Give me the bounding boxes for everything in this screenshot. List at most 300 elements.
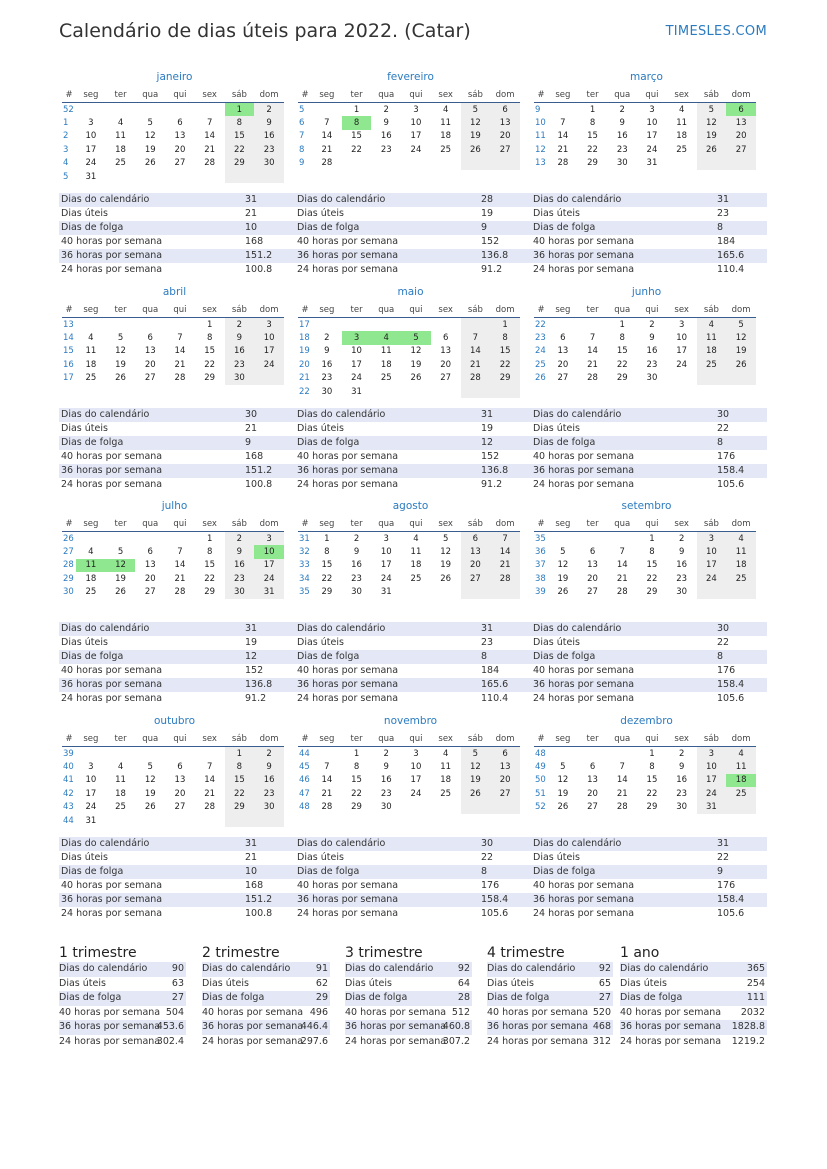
week-row xyxy=(62,787,284,800)
month-calendar xyxy=(57,499,292,599)
summary-label: Dias úteis xyxy=(620,977,667,989)
day-cell: 28 xyxy=(174,373,186,384)
summary-value: 446.4 xyxy=(300,1021,328,1033)
stat-row xyxy=(295,263,531,277)
day-cell: 13 xyxy=(144,560,156,571)
day-cell: 16 xyxy=(225,345,255,358)
day-cell: 29 xyxy=(225,801,255,814)
day-cell: 28 xyxy=(321,802,333,813)
weekday-header: seg xyxy=(76,87,106,103)
week-row xyxy=(62,318,284,332)
day-cell: 9 xyxy=(383,762,389,773)
weekday-header: sex xyxy=(195,87,225,103)
week-row xyxy=(534,760,756,773)
summary-label: 24 horas por semana xyxy=(487,1035,589,1047)
day-cell: 21 xyxy=(461,358,491,371)
day-cell: 16 xyxy=(646,346,658,357)
week-number: 42 xyxy=(63,788,74,799)
week-number: 47 xyxy=(299,788,310,799)
stat-label: 40 horas por semana xyxy=(533,665,635,676)
stat-label: Dias úteis xyxy=(61,852,108,863)
day-cell: 22 xyxy=(646,573,658,584)
summary-value: 1828.8 xyxy=(731,1021,765,1033)
day-cell: 9 xyxy=(649,333,655,344)
day-cell: 26 xyxy=(557,802,569,813)
weekday-header: seg xyxy=(312,302,342,318)
day-cell: 28 xyxy=(461,372,491,385)
day-cell: 15 xyxy=(490,345,520,358)
day-cell: 19 xyxy=(144,788,156,799)
stat-value: 168 xyxy=(245,880,264,891)
stat-value: 30 xyxy=(717,409,730,420)
stat-row xyxy=(295,893,531,907)
stat-value: 105.6 xyxy=(481,908,509,919)
day-cell: 8 xyxy=(490,331,520,344)
day-cell: 10 xyxy=(85,131,97,142)
day-cell: 10 xyxy=(697,760,727,773)
day-cell: 8 xyxy=(206,333,213,344)
day-cell: 4 xyxy=(442,748,449,759)
day-cell: 5 xyxy=(461,747,491,761)
weekday-header: sáb xyxy=(461,302,491,318)
day-cell: 12 xyxy=(726,331,756,344)
day-cell: 29 xyxy=(587,158,598,169)
stat-row xyxy=(531,193,767,207)
week-number: 7 xyxy=(299,131,305,142)
day-cell: 2 xyxy=(619,104,625,115)
day-cell: 27 xyxy=(440,373,452,384)
day-cell: 10 xyxy=(410,762,422,773)
day-cell: 20 xyxy=(440,359,452,370)
stat-label: Dias úteis xyxy=(61,637,108,648)
day-cell: 4 xyxy=(678,104,685,115)
day-cell: 1 xyxy=(619,319,625,330)
day-cell: 31 xyxy=(351,386,362,397)
stat-value: 165.6 xyxy=(717,250,745,261)
week-number: 52 xyxy=(535,802,546,813)
day-cell: 12 xyxy=(461,116,491,129)
empty-cell xyxy=(165,532,195,546)
stat-value: 22 xyxy=(717,852,730,863)
month-grid xyxy=(62,731,284,827)
stat-value: 136.8 xyxy=(245,679,273,690)
stat-label: Dias úteis xyxy=(533,423,580,434)
week-row xyxy=(534,345,756,358)
empty-cell xyxy=(371,157,401,170)
summary-row xyxy=(202,977,330,992)
day-cell: 17 xyxy=(254,345,284,358)
weekday-header: seg xyxy=(548,87,578,103)
summary-value: 92 xyxy=(457,963,470,974)
stat-value: 19 xyxy=(481,208,494,219)
week-number: 36 xyxy=(535,547,546,558)
month-name: abril xyxy=(162,286,187,298)
stat-label: 24 horas por semana xyxy=(61,908,163,919)
day-cell: 10 xyxy=(254,545,284,558)
day-cell: 9 xyxy=(254,116,284,129)
day-cell: 10 xyxy=(676,333,688,344)
month-name: novembro xyxy=(383,715,438,727)
week-row xyxy=(298,372,520,385)
day-cell: 18 xyxy=(115,788,126,799)
day-cell: 9 xyxy=(324,346,330,357)
week-row xyxy=(62,116,284,129)
day-cell: 8 xyxy=(206,547,213,558)
empty-cell xyxy=(135,318,165,332)
week-number: 49 xyxy=(535,762,546,773)
stat-row xyxy=(531,865,767,879)
day-cell: 11 xyxy=(410,547,422,558)
stat-label: 24 horas por semana xyxy=(297,908,399,919)
stat-value: 184 xyxy=(717,236,736,247)
weekday-header: dom xyxy=(254,731,284,747)
day-cell: 15 xyxy=(646,560,658,571)
day-cell: 20 xyxy=(490,130,520,143)
weekday-header: seg xyxy=(76,302,106,318)
day-cell: 8 xyxy=(589,118,596,129)
stat-value: 21 xyxy=(245,208,258,219)
day-cell: 15 xyxy=(204,346,216,357)
weekday-header: ter xyxy=(106,731,136,747)
day-cell: 7 xyxy=(560,118,566,129)
month-grid xyxy=(534,516,756,599)
week-row xyxy=(298,545,520,558)
week-number: 28 xyxy=(63,560,74,571)
day-cell: 28 xyxy=(587,373,598,384)
day-cell: 5 xyxy=(147,118,153,129)
stat-value: 31 xyxy=(717,194,730,205)
day-cell: 10 xyxy=(697,545,727,558)
stat-value: 158.4 xyxy=(717,679,745,690)
stat-label: 24 horas por semana xyxy=(533,264,635,275)
day-cell: 19 xyxy=(697,130,727,143)
day-cell: 9 xyxy=(678,547,685,558)
day-cell: 1 xyxy=(206,533,213,544)
summary-column xyxy=(202,944,330,1050)
weekday-header: sex xyxy=(431,87,461,103)
day-cell: 28 xyxy=(321,158,333,169)
day-cell: 7 xyxy=(619,547,625,558)
day-cell: 24 xyxy=(697,787,727,800)
week-number: 51 xyxy=(535,788,546,799)
empty-cell xyxy=(726,157,756,170)
day-cell: 9 xyxy=(619,118,625,129)
week-row xyxy=(298,774,520,787)
stat-value: 8 xyxy=(481,866,488,877)
stat-value: 158.4 xyxy=(717,465,745,476)
day-cell: 16 xyxy=(676,560,688,571)
day-cell: 7 xyxy=(206,762,213,773)
summary-row xyxy=(59,977,186,992)
summary-value: 92 xyxy=(598,963,611,974)
week-row xyxy=(62,532,284,546)
day-cell: 30 xyxy=(646,373,658,384)
day-cell: 15 xyxy=(646,775,658,786)
empty-cell xyxy=(76,318,106,332)
stat-row xyxy=(531,408,767,422)
stat-label: 36 horas por semana xyxy=(61,679,163,690)
day-cell: 5 xyxy=(697,103,727,117)
stat-value: 22 xyxy=(717,423,730,434)
week-row xyxy=(534,130,756,143)
day-cell: 26 xyxy=(726,358,756,371)
stat-row xyxy=(295,436,531,450)
day-cell: 17 xyxy=(85,144,97,155)
day-cell: 11 xyxy=(440,762,452,773)
day-cell: 21 xyxy=(587,359,598,370)
day-cell: 19 xyxy=(557,573,569,584)
day-cell: 30 xyxy=(254,157,284,170)
summary-value: 254 xyxy=(746,977,765,989)
day-cell: 16 xyxy=(254,130,284,143)
month-calendar xyxy=(57,285,292,385)
weekday-header: qui xyxy=(165,731,195,747)
day-cell: 22 xyxy=(587,144,598,155)
day-cell: 27 xyxy=(174,158,186,169)
stat-value: 8 xyxy=(717,651,724,662)
stat-value: 10 xyxy=(245,222,258,233)
day-cell: 6 xyxy=(442,333,449,344)
empty-cell xyxy=(106,318,136,332)
weekday-header: # xyxy=(298,302,312,318)
summary-label: 40 horas por semana xyxy=(59,1006,161,1018)
month-grid xyxy=(298,516,520,599)
summary-label: Dias do calendário xyxy=(620,963,709,974)
day-cell: 5 xyxy=(461,103,491,117)
summary-column xyxy=(59,944,186,1050)
summary-title: 4 trimestre xyxy=(487,945,565,961)
summary-row xyxy=(487,1035,613,1050)
month-stats xyxy=(295,408,531,492)
stat-row xyxy=(295,422,531,436)
week-number: 39 xyxy=(63,748,74,759)
day-cell: 24 xyxy=(676,359,688,370)
week-number: 4 xyxy=(63,158,69,169)
day-cell: 20 xyxy=(174,144,186,155)
stat-value: 30 xyxy=(717,623,730,634)
day-cell: 6 xyxy=(589,547,596,558)
day-cell: 18 xyxy=(676,131,688,142)
stat-value: 176 xyxy=(481,880,500,891)
stat-row xyxy=(59,221,295,235)
month-grid xyxy=(534,302,756,385)
day-cell: 12 xyxy=(144,775,156,786)
empty-cell xyxy=(461,385,491,398)
stat-label: 40 horas por semana xyxy=(61,451,163,462)
stat-value: 176 xyxy=(717,665,736,676)
weekday-header: ter xyxy=(106,302,136,318)
day-cell: 23 xyxy=(254,787,284,800)
stat-row xyxy=(59,436,295,450)
day-cell: 9 xyxy=(254,760,284,773)
weekday-header: sex xyxy=(667,516,697,532)
month-calendar xyxy=(529,285,764,385)
weekday-header: qua xyxy=(607,731,637,747)
stat-row xyxy=(295,235,531,249)
day-cell: 17 xyxy=(646,131,658,142)
week-row xyxy=(298,787,520,800)
week-number: 39 xyxy=(535,587,546,598)
stat-value: 28 xyxy=(481,194,494,205)
stat-label: 24 horas por semana xyxy=(297,693,399,704)
stat-row xyxy=(531,235,767,249)
day-cell: 1 xyxy=(649,533,655,544)
stat-label: 40 horas por semana xyxy=(61,236,163,247)
stat-value: 19 xyxy=(245,637,258,648)
summary-value: 63 xyxy=(171,977,184,989)
summary-value: 512 xyxy=(451,1006,470,1018)
stat-label: Dias do calendário xyxy=(61,409,150,420)
day-cell: 13 xyxy=(461,545,491,558)
day-cell: 7 xyxy=(206,118,213,129)
day-cell: 5 xyxy=(401,331,431,344)
stat-row xyxy=(59,249,295,263)
weekday-header: ter xyxy=(578,87,608,103)
month-stats xyxy=(295,622,531,706)
summary-title: 1 trimestre xyxy=(59,945,137,961)
weekday-header: qui xyxy=(165,302,195,318)
weekday-header: sáb xyxy=(461,87,491,103)
day-cell: 13 xyxy=(144,346,156,357)
day-cell: 1 xyxy=(353,748,360,759)
stat-value: 152 xyxy=(481,236,500,247)
weekday-header: dom xyxy=(490,516,520,532)
empty-cell xyxy=(490,385,520,398)
day-cell: 25 xyxy=(440,144,452,155)
day-cell: 3 xyxy=(383,533,389,544)
day-cell: 24 xyxy=(254,572,284,585)
day-cell: 18 xyxy=(440,131,452,142)
month-name: agosto xyxy=(392,500,429,512)
week-row xyxy=(298,345,520,358)
empty-cell xyxy=(195,170,225,183)
brand-logo[interactable]: TIMESLES.COM xyxy=(665,24,767,39)
summary-row xyxy=(487,962,613,977)
day-cell: 2 xyxy=(678,533,685,544)
day-cell: 19 xyxy=(557,788,569,799)
page-title: Calendário de dias úteis para 2022. (Catar) xyxy=(59,20,471,42)
day-cell: 24 xyxy=(85,158,97,169)
day-cell: 19 xyxy=(726,345,756,358)
week-row xyxy=(62,572,284,585)
empty-cell xyxy=(697,372,727,385)
day-cell: 19 xyxy=(144,144,156,155)
day-cell: 2 xyxy=(353,533,360,544)
weekday-header: # xyxy=(534,516,548,532)
weekday-header: sáb xyxy=(461,516,491,532)
week-row xyxy=(62,774,284,787)
day-cell: 3 xyxy=(697,747,727,761)
stat-row xyxy=(295,622,531,636)
stat-value: 10 xyxy=(245,866,258,877)
weekday-header: qui xyxy=(637,731,667,747)
summary-row xyxy=(345,962,472,977)
empty-cell xyxy=(726,586,756,599)
stat-row xyxy=(531,678,767,692)
week-row xyxy=(298,385,520,398)
stat-row xyxy=(531,893,767,907)
week-row xyxy=(298,559,520,572)
summary-row xyxy=(59,1035,186,1050)
weekday-header: qui xyxy=(401,516,431,532)
day-cell: 5 xyxy=(560,762,566,773)
weekday-header: seg xyxy=(312,87,342,103)
weekday-header: qui xyxy=(401,87,431,103)
day-cell: 9 xyxy=(225,331,255,344)
weekday-header: dom xyxy=(254,302,284,318)
day-cell: 30 xyxy=(225,372,255,385)
stat-row xyxy=(59,907,295,921)
summary-value: 1219.2 xyxy=(731,1035,765,1047)
month-name: julho xyxy=(161,500,188,512)
weekday-header: # xyxy=(534,302,548,318)
day-cell: 12 xyxy=(557,560,569,571)
stat-row xyxy=(531,851,767,865)
summary-label: 24 horas por semana xyxy=(620,1035,722,1047)
summary-value: 504 xyxy=(165,1006,184,1018)
day-cell: 14 xyxy=(490,545,520,558)
day-cell: 15 xyxy=(351,775,362,786)
stat-row xyxy=(295,664,531,678)
day-cell: 18 xyxy=(726,774,756,787)
month-stats xyxy=(295,837,531,921)
stat-row xyxy=(531,837,767,851)
day-cell: 15 xyxy=(225,774,255,787)
month-calendar xyxy=(529,499,764,599)
summary-value: 62 xyxy=(315,977,328,989)
stat-label: 40 horas por semana xyxy=(297,451,399,462)
summary-row xyxy=(487,1020,613,1035)
empty-cell xyxy=(195,814,225,827)
summary-value: 65 xyxy=(598,977,611,989)
day-cell: 3 xyxy=(697,532,727,546)
empty-cell xyxy=(461,586,491,599)
week-row xyxy=(62,814,284,827)
day-cell: 25 xyxy=(85,587,97,598)
empty-cell xyxy=(254,170,284,183)
week-row xyxy=(298,747,520,761)
weekday-header: # xyxy=(62,731,76,747)
day-cell: 4 xyxy=(726,532,756,546)
empty-cell xyxy=(312,103,342,117)
day-cell: 14 xyxy=(174,560,186,571)
summary-row xyxy=(345,977,472,992)
day-cell: 10 xyxy=(380,547,392,558)
empty-cell xyxy=(106,814,136,827)
day-cell: 7 xyxy=(177,547,183,558)
day-cell: 6 xyxy=(147,547,153,558)
summary-value: 496 xyxy=(309,1006,328,1018)
day-cell: 10 xyxy=(351,346,362,357)
weekday-header: # xyxy=(298,731,312,747)
day-cell: 9 xyxy=(678,762,685,773)
week-row xyxy=(62,559,284,572)
day-cell: 5 xyxy=(442,533,449,544)
month-calendar xyxy=(293,714,528,814)
week-number: 46 xyxy=(299,775,310,786)
stat-label: 24 horas por semana xyxy=(533,479,635,490)
summary-label: Dias do calendário xyxy=(487,963,576,974)
day-cell: 17 xyxy=(697,774,727,787)
day-cell: 14 xyxy=(557,131,569,142)
day-cell: 8 xyxy=(649,547,655,558)
day-cell: 20 xyxy=(144,359,156,370)
weekday-header: # xyxy=(534,731,548,747)
stat-label: Dias do calendário xyxy=(61,838,150,849)
day-cell: 26 xyxy=(697,143,727,156)
week-row xyxy=(534,532,756,546)
stat-value: 176 xyxy=(717,451,736,462)
